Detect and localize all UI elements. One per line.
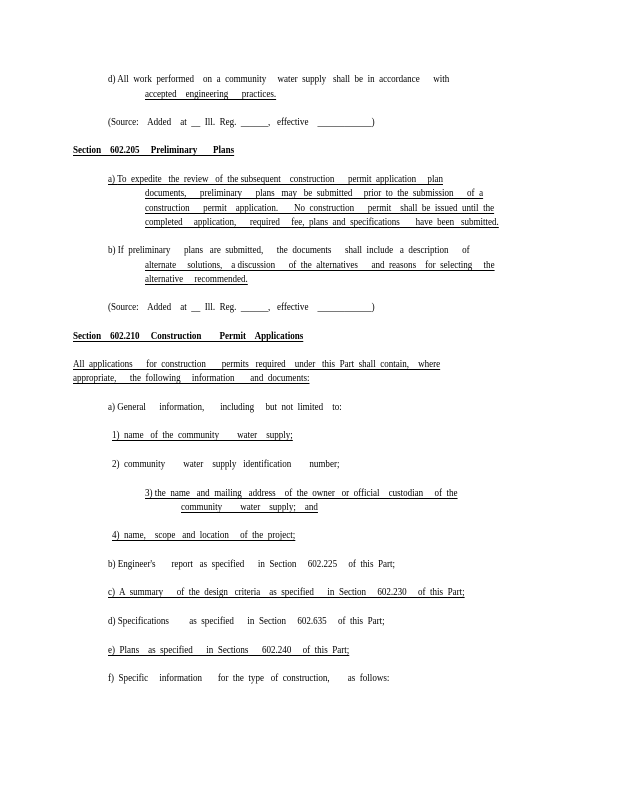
section-602-210-heading: Section 602.210 Construction Permit Applications (73, 331, 304, 342)
prelim-b-line-3: alternative recommended. (145, 274, 248, 285)
list-item-f: f) Specific information for the type of construction, as follows: (108, 673, 390, 684)
intro-line-1: All applications for construction permits required under this Part shall contain, where (73, 359, 441, 370)
list-item-a: a) General information, including but not limited to: (108, 402, 342, 413)
list-item-d: d) Specifications as specified in Section 602.635 of this Part; (108, 616, 385, 627)
list-item-e: e) Plans as specified in Sections 602.240 of this Part; (108, 645, 350, 656)
prelim-a-line-2: documents, preliminary plans may be submitted prior to the submission of a (145, 188, 484, 199)
source-note-1: (Source: Added at __ Ill. Reg. ______, effective ____________) (108, 117, 375, 128)
prelim-b-line-2: alternate solutions, a discussion of the alternatives and reasons for selecting the (145, 260, 495, 271)
prelim-a-line-4: completed application, required fee, plans and specifications have been submitted. (145, 217, 499, 228)
section-602-205-heading: Section 602.205 Preliminary Plans (73, 145, 235, 156)
list-item-1: 1) name of the community water supply; (112, 430, 293, 441)
list-item-b: b) Engineer's report as specified in Section 602.225 of this Part; (108, 559, 396, 570)
list-item-2: 2) community water supply identification number; (112, 459, 340, 470)
item-d-line-2: accepted engineering practices. (145, 89, 277, 100)
list-item-3-line-2: community water supply; and (181, 502, 318, 513)
intro-line-2: appropriate, the following information and documents: (73, 373, 310, 384)
source-note-2: (Source: Added at __ Ill. Reg. ______, effective ____________) (108, 302, 375, 313)
list-item-c: c) A summary of the design criteria as specified in Section 602.230 of this Part; (108, 587, 465, 598)
prelim-a-line-1: a) To expedite the review of the subsequent construction permit application plan (108, 174, 443, 185)
item-d-line-1: d) All work performed on a community water supply shall be in accordance with (108, 74, 450, 85)
prelim-b-line-1: b) If preliminary plans are submitted, the documents shall include a description of (108, 245, 470, 256)
prelim-a-line-3: construction permit application. No construction permit shall be issued until the (145, 203, 495, 214)
list-item-4: 4) name, scope and location of the project; (112, 530, 296, 541)
list-item-3-line-1: 3) the name and mailing address of the owner or official custodian of the (145, 488, 458, 499)
